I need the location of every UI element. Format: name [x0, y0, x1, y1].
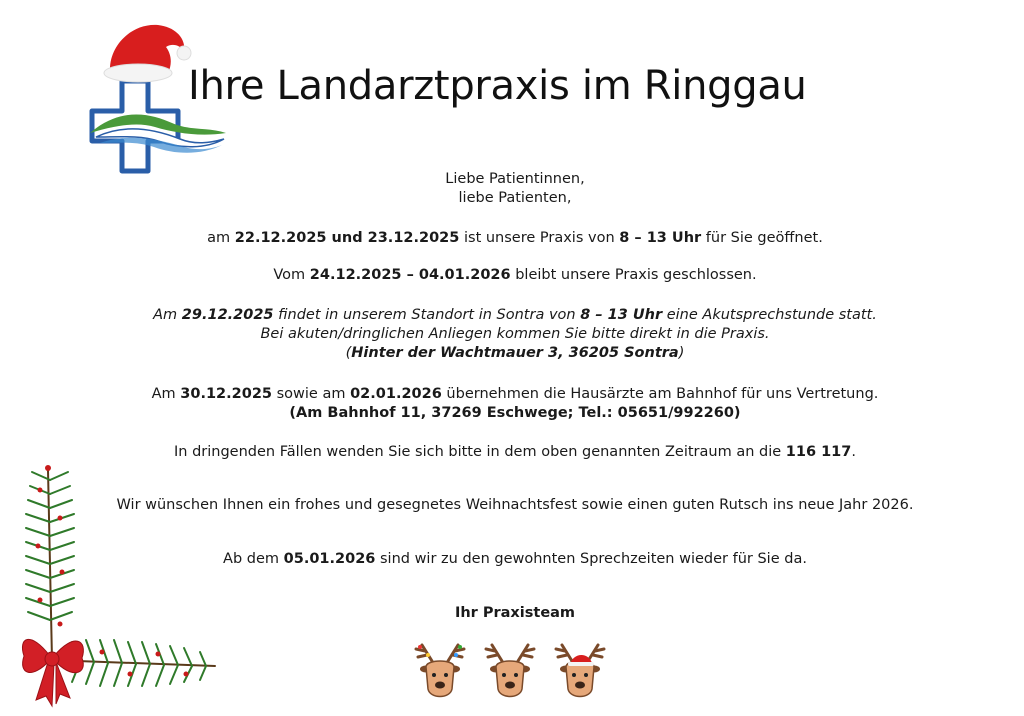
sontra-prefix: Am: [153, 307, 182, 323]
closed-dates: 24.12.2025 – 04.01.2026: [309, 267, 511, 283]
pine-garland-icon: [10, 460, 220, 710]
closed-prefix: Vom: [273, 267, 310, 283]
holiday-wishes-text: Wir wünschen Ihnen ein frohes und gesegnetes Weihnachtsfest sowie einen guten Rutsch ins neue Jahr 2026.: [116, 497, 914, 513]
reopen-suffix: sind wir zu den gewohnten Sprechzeiten wieder für Sie da.: [375, 551, 807, 567]
greeting-line-1: Liebe Patientinnen,: [445, 171, 585, 187]
sontra-hours: 8 – 13 Uhr: [580, 307, 663, 323]
open-days-dates: 22.12.2025 und 23.12.2025: [234, 230, 460, 246]
page-title: Ihre Landarztpraxis im Ringgau: [188, 63, 807, 109]
sontra-notice: [60, 306, 970, 363]
sontra-address: Hinter der Wachtmauer 3, 36205 Sontra: [351, 345, 679, 361]
sontra-line-2: Bei akuten/dringlichen Anliegen kommen Sie bitte direkt in die Praxis.: [260, 326, 770, 342]
substitution-middle: sowie am: [272, 386, 351, 402]
sontra-address-open: (: [345, 345, 352, 361]
substitution-notice: [60, 385, 970, 423]
emergency-end: .: [851, 444, 856, 460]
reindeer-group-icon: [408, 635, 613, 705]
reindeer-icon: [416, 645, 464, 697]
substitution-address: (Am Bahnhof 11, 37269 Eschwege; Tel.: 05651/992260): [289, 405, 741, 421]
closed-notice: [60, 266, 970, 285]
closed-suffix: bleibt unsere Praxis geschlossen.: [510, 267, 757, 283]
open-days-prefix: am: [207, 230, 235, 246]
reopen-date: 05.01.2026: [283, 551, 376, 567]
open-days-notice: [60, 229, 970, 248]
greeting-line-2: liebe Patienten,: [458, 190, 572, 206]
substitution-suffix: übernehmen die Hausärzte am Bahnhof für uns Vertretung.: [441, 386, 879, 402]
open-days-hours: 8 – 13 Uhr: [619, 230, 702, 246]
open-days-suffix: für Sie geöffnet.: [701, 230, 823, 246]
greeting: [60, 170, 970, 208]
signature-text: Ihr Praxisteam: [454, 605, 576, 621]
sontra-middle: findet in unserem Standort in Sontra von: [273, 307, 581, 323]
sontra-address-close: ): [678, 345, 685, 361]
sontra-date: 29.12.2025: [181, 307, 274, 323]
substitution-prefix: Am: [151, 386, 181, 402]
emergency-text: In dringenden Fällen wenden Sie sich bitte in dem oben genannten Zeitraum an die: [174, 444, 786, 460]
open-days-middle: ist unsere Praxis von: [459, 230, 620, 246]
reindeer-icon: [486, 645, 534, 697]
reopen-prefix: Ab dem: [223, 551, 284, 567]
substitution-date-2: 02.01.2026: [350, 386, 442, 402]
emergency-number: 116 117: [785, 444, 852, 460]
substitution-date-1: 30.12.2025: [180, 386, 272, 402]
sontra-suffix: eine Akutsprechstunde statt.: [662, 307, 877, 323]
reindeer-icon: [556, 645, 604, 697]
